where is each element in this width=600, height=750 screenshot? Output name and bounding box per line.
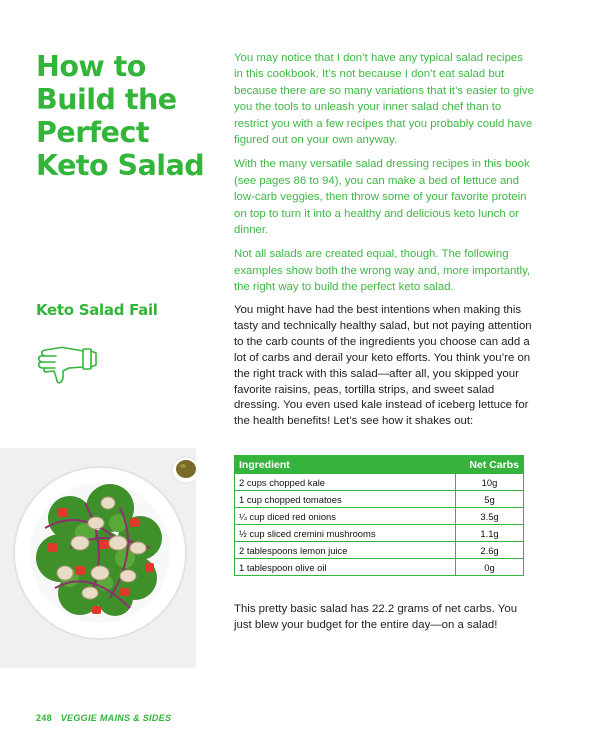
net-carbs-cell: 2.6g <box>456 542 524 559</box>
table-header-row <box>235 456 524 474</box>
salad-image <box>0 448 196 668</box>
ingredient-cell: ½ cup sliced cremini mushrooms <box>235 525 456 542</box>
ingredient-cell: 1 cup chopped tomatoes <box>235 491 456 508</box>
table-row <box>235 542 524 559</box>
ingredient-cell: 2 tablespoons lemon juice <box>235 542 456 559</box>
intro-paragraph: You may notice that I don’t have any typical salad recipes in this cookbook. It’s not because I don’t eat salad but because there are so many variations that it’s easier to give you the tools to unleash your inner salad chef than to restrict you with a few recipes that you probably could have figured out on your own anyway. <box>234 52 534 147</box>
page-footer <box>36 713 171 723</box>
table-row <box>235 508 524 525</box>
page-number: 248 <box>36 713 52 723</box>
table-row <box>235 474 524 491</box>
table-row <box>235 491 524 508</box>
table-row <box>235 559 524 576</box>
net-carbs-cell: 5g <box>456 491 524 508</box>
intro-paragraph: With the many versatile salad dressing recipes in this book (see pages 86 to 94), you can make a bed of lettuce and low-carb veggies, then throw some of your favorite protein on top to turn it into a healthy and delicious keto lunch or dinner. <box>234 158 530 237</box>
intro-paragraph: Not all salads are created equal, though. The following examples show both the wrong way and, more importantly, the right way to build the perfect keto salad. <box>234 248 531 294</box>
ingredient-cell: 2 cups chopped kale <box>235 474 456 491</box>
section-name: VEGGIE MAINS & SIDES <box>60 713 172 723</box>
section-heading: Keto Salad Fail <box>36 301 158 319</box>
page-title <box>36 50 216 182</box>
title-line: Perfect <box>36 116 150 149</box>
summary-text: This pretty basic salad has 22.2 grams of net carbs. You just blew your budget for the entire day—on a salad! <box>234 603 518 632</box>
ingredient-cell: ¼ cup diced red onions <box>235 508 456 525</box>
net-carbs-cell: 0g <box>456 559 524 576</box>
net-carbs-cell: 10g <box>456 474 524 491</box>
title-line: How to <box>36 50 146 83</box>
ingredient-cell: 1 tablespoon olive oil <box>235 559 456 576</box>
fail-section-body: You might have had the best intentions when making this tasty and technically healthy salad, but not paying attention to the carb counts of the ingredients you choose can add a lot of carbs and derail your keto efforts. You think you’re on the right track with this salad—after all, you skipped your favorite raisins, peas, tortilla strips, and sweet salad dressing. You even used kale instead of iceberg lettuce for the health benefits! Let’s see how it shakes out: <box>234 304 532 428</box>
thumbs-down-icon <box>36 340 100 384</box>
net-carbs-cell: 3.5g <box>456 508 524 525</box>
intro-text <box>234 50 534 304</box>
table-row <box>235 525 524 542</box>
column-header-net-carbs: Net Carbs <box>456 456 524 474</box>
column-header-ingredient: Ingredient <box>235 456 456 474</box>
net-carbs-table <box>234 455 524 576</box>
net-carbs-cell: 1.1g <box>456 525 524 542</box>
title-line: Build the <box>36 83 177 116</box>
title-line: Keto Salad <box>36 149 205 182</box>
